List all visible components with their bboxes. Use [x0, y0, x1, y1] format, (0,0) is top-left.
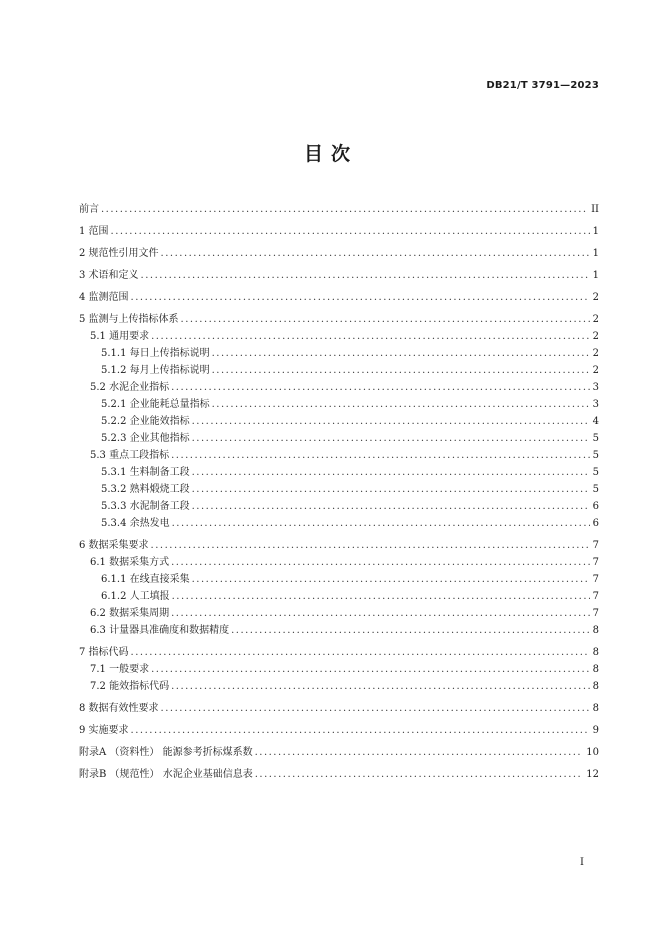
toc-entry[interactable] — [79, 289, 599, 306]
toc-entry[interactable] — [79, 481, 599, 498]
toc-entry[interactable] — [79, 661, 599, 678]
toc-leader-dots — [151, 661, 590, 678]
toc-leader-dots — [255, 744, 584, 761]
toc-leader-dots — [151, 537, 590, 554]
toc-entry-label: 6 数据采集要求 — [79, 540, 149, 551]
toc-entry-page: 8 — [592, 664, 599, 675]
toc-entry-page: 6 — [592, 518, 599, 529]
toc-entry-page: 5 — [592, 433, 599, 444]
toc-entry-page: 2 — [592, 331, 599, 342]
toc-entry-label: 6.1.2 人工填报 — [101, 591, 170, 602]
toc-entry-page: 7 — [592, 591, 599, 602]
toc-entry-label: 6.1.1 在线直接采集 — [101, 574, 190, 585]
toc-entry-page: 7 — [592, 608, 599, 619]
toc-entry-label: 5.3.2 熟料煅烧工段 — [101, 484, 190, 495]
toc-leader-dots — [151, 328, 590, 345]
toc-leader-dots — [131, 722, 590, 739]
toc-entry[interactable] — [79, 311, 599, 328]
toc-entry[interactable] — [79, 396, 599, 413]
toc-entry-page: 8 — [592, 625, 599, 636]
toc-entry-page: 3 — [592, 399, 599, 410]
toc-leader-dots — [141, 267, 590, 284]
toc-entry-label: 5.3 重点工段指标 — [90, 450, 170, 461]
toc-entry-page: 3 — [592, 382, 599, 393]
toc-entry-page: 9 — [592, 725, 599, 736]
toc-entry-label: 5.1.2 每月上传指标说明 — [101, 365, 210, 376]
toc-entry[interactable] — [79, 537, 599, 554]
toc-leader-dots — [172, 588, 590, 605]
page-number: I — [580, 857, 584, 868]
toc-entry-label: 5.2.3 企业其他指标 — [101, 433, 190, 444]
toc-entry-page: II — [591, 204, 599, 215]
toc-entry-label: 7.2 能效指标代码 — [90, 681, 170, 692]
table-of-contents — [79, 201, 599, 783]
toc-entry-page: 8 — [592, 681, 599, 692]
toc-leader-dots — [231, 622, 590, 639]
toc-entry[interactable] — [79, 379, 599, 396]
toc-entry-page: 7 — [592, 540, 599, 551]
toc-leader-dots — [192, 498, 590, 515]
toc-entry-page: 1 — [592, 226, 599, 237]
toc-entry[interactable] — [79, 328, 599, 345]
toc-entry-page: 2 — [592, 348, 599, 359]
toc-entry[interactable] — [79, 588, 599, 605]
toc-entry-page: 7 — [592, 557, 599, 568]
toc-entry-page: 2 — [592, 292, 599, 303]
toc-entry-label: 7 指标代码 — [79, 647, 129, 658]
toc-entry[interactable] — [79, 766, 599, 783]
toc-leader-dots — [181, 311, 590, 328]
toc-leader-dots — [171, 447, 590, 464]
toc-entry[interactable] — [79, 605, 599, 622]
toc-leader-dots — [172, 515, 590, 532]
toc-entry-page: 5 — [592, 450, 599, 461]
toc-entry[interactable] — [79, 345, 599, 362]
toc-entry[interactable] — [79, 622, 599, 639]
toc-entry-page: 7 — [592, 574, 599, 585]
toc-leader-dots — [171, 554, 590, 571]
toc-entry-label: 3 术语和定义 — [79, 270, 139, 281]
toc-entry-page: 5 — [592, 467, 599, 478]
toc-entry[interactable] — [79, 644, 599, 661]
toc-entry[interactable] — [79, 571, 599, 588]
toc-leader-dots — [101, 201, 588, 218]
toc-leader-dots — [212, 362, 590, 379]
toc-entry[interactable] — [79, 744, 599, 761]
toc-entry-page: 5 — [592, 484, 599, 495]
toc-entry[interactable] — [79, 201, 599, 218]
toc-leader-dots — [192, 413, 590, 430]
toc-entry[interactable] — [79, 245, 599, 262]
toc-entry-label: 5.1 通用要求 — [90, 331, 150, 342]
page-title: 目次 — [303, 143, 358, 165]
toc-leader-dots — [212, 345, 590, 362]
toc-entry-label: 5.3.1 生料制备工段 — [101, 467, 190, 478]
toc-entry-page: 10 — [586, 747, 599, 758]
toc-entry-page: 6 — [592, 501, 599, 512]
toc-entry-label: 6.1 数据采集方式 — [90, 557, 170, 568]
toc-leader-dots — [161, 700, 590, 717]
toc-entry-label: 附录A （资料性） 能源参考折标煤系数 — [79, 747, 253, 758]
toc-entry[interactable] — [79, 413, 599, 430]
toc-entry-label: 4 监测范围 — [79, 292, 129, 303]
toc-leader-dots — [171, 379, 590, 396]
toc-leader-dots — [255, 766, 584, 783]
toc-entry-label: 6.3 计量器具准确度和数据精度 — [90, 625, 230, 636]
toc-leader-dots — [111, 223, 590, 240]
toc-entry-page: 2 — [592, 365, 599, 376]
toc-entry[interactable] — [79, 700, 599, 717]
toc-entry-label: 2 规范性引用文件 — [79, 248, 159, 259]
toc-entry-page: 12 — [586, 769, 599, 780]
toc-leader-dots — [192, 464, 590, 481]
toc-leader-dots — [212, 396, 590, 413]
toc-entry[interactable] — [79, 498, 599, 515]
toc-entry-label: 5.1.1 每日上传指标说明 — [101, 348, 210, 359]
toc-entry[interactable] — [79, 722, 599, 739]
toc-entry[interactable] — [79, 464, 599, 481]
toc-leader-dots — [171, 605, 590, 622]
toc-entry-page: 8 — [592, 647, 599, 658]
toc-entry-label: 5.2.2 企业能效指标 — [101, 416, 190, 427]
toc-entry-page: 8 — [592, 703, 599, 714]
toc-leader-dots — [161, 245, 590, 262]
toc-entry[interactable] — [79, 223, 599, 240]
document-code: DB21/T 3791—2023 — [486, 80, 599, 91]
toc-entry[interactable] — [79, 267, 599, 284]
toc-entry-page: 2 — [592, 314, 599, 325]
toc-entry-label: 5.3.4 余热发电 — [101, 518, 170, 529]
toc-entry-label: 8 数据有效性要求 — [79, 703, 159, 714]
toc-entry-page: 4 — [592, 416, 599, 427]
toc-entry[interactable] — [79, 678, 599, 695]
toc-leader-dots — [192, 481, 590, 498]
toc-entry-label: 5.2.1 企业能耗总量指标 — [101, 399, 210, 410]
toc-entry-label: 5.2 水泥企业指标 — [90, 382, 170, 393]
toc-leader-dots — [192, 430, 590, 447]
toc-entry-label: 1 范围 — [79, 226, 109, 237]
toc-leader-dots — [131, 289, 590, 306]
toc-leader-dots — [131, 644, 590, 661]
toc-entry-page: 1 — [592, 270, 599, 281]
toc-entry[interactable] — [79, 515, 599, 532]
toc-leader-dots — [192, 571, 590, 588]
toc-entry-label: 5.3.3 水泥制备工段 — [101, 501, 190, 512]
toc-entry[interactable] — [79, 447, 599, 464]
toc-entry-page: 1 — [592, 248, 599, 259]
toc-entry[interactable] — [79, 362, 599, 379]
toc-entry-label: 5 监测与上传指标体系 — [79, 314, 179, 325]
toc-entry-label: 附录B （规范性） 水泥企业基础信息表 — [79, 769, 253, 780]
toc-entry[interactable] — [79, 430, 599, 447]
toc-entry-label: 6.2 数据采集周期 — [90, 608, 170, 619]
toc-entry-label: 9 实施要求 — [79, 725, 129, 736]
toc-entry-label: 前言 — [79, 204, 99, 215]
toc-leader-dots — [171, 678, 590, 695]
toc-entry-label: 7.1 一般要求 — [90, 664, 150, 675]
toc-entry[interactable] — [79, 554, 599, 571]
